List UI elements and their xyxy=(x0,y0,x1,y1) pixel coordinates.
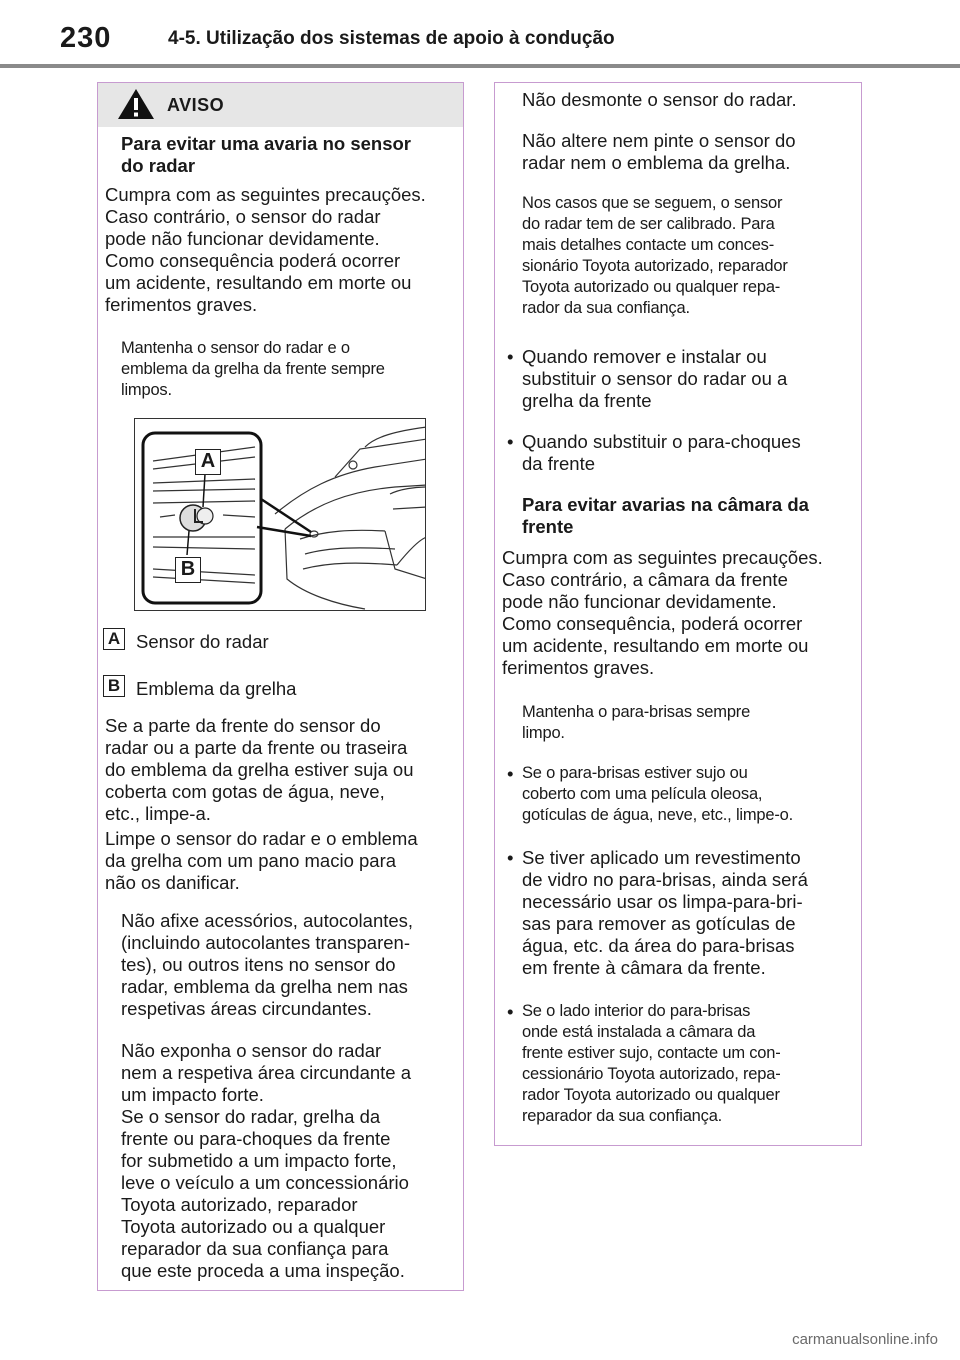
figure-label-a: A xyxy=(195,449,221,475)
page-number: 230 xyxy=(60,22,112,54)
keep-windshield-note: Mantenha o para-brisas sempre limpo. xyxy=(522,703,751,742)
legend-text-b: Emblema da grelha xyxy=(136,678,297,699)
bullet-marker: • xyxy=(507,847,514,868)
wipe-paragraph: Limpe o sensor do radar e o emblema da grelha com um pano macio para não os danificar. xyxy=(105,828,418,893)
watermark-text: carmanualsonline.info xyxy=(792,1331,938,1348)
legend-badge-a: A xyxy=(103,628,125,650)
no-attach-note: Não afixe acessórios, autocolantes, (incluindo autocolantes transparen- tes), ou outros itens no sensor do radar, emblema da grelha nem nas respetivas áreas circundantes. xyxy=(121,910,414,1019)
page-header xyxy=(0,0,960,70)
camera-heading: Para evitar avarias na câmara da frente xyxy=(522,494,809,537)
dirty-sensor-paragraph: Se a parte da frente do sensor do radar ou a parte da frente ou traseira do emblema da grelha estiver suja ou coberta com gotas de água, neve, etc., limpe-a. xyxy=(105,715,414,824)
glass-coating-case: Se tiver aplicado um revestimento de vidro no para-brisas, ainda será necessário usar os limpa-para-bri- sas para remover as gotículas de água, etc. da área do para-brisas em frente à câmara da frente. xyxy=(522,847,808,978)
calibrate-case-sensor: Quando remover e instalar ou substituir o sensor do radar ou a grelha da frente xyxy=(522,346,788,411)
radar-intro: Cumpra com as seguintes precauções. Caso contrário, o sensor do radar pode não funcionar devidamente. Como consequência poderá ocorrer um acidente, resultando em morte ou ferimentos graves. xyxy=(105,184,426,315)
bullet-marker: • xyxy=(507,1001,514,1022)
bullet-marker: • xyxy=(507,763,514,784)
bullet-marker: • xyxy=(507,346,514,367)
no-modify-note: Não altere nem pinte o sensor do radar nem o emblema da grelha. xyxy=(522,130,796,173)
figure-label-b: B xyxy=(175,557,201,583)
calibrate-case-bumper: Quando substituir o para-choques da frente xyxy=(522,431,801,474)
warning-label: AVISO xyxy=(167,95,225,115)
section-title: 4-5. Utilização dos sistemas de apoio à condução xyxy=(168,28,615,49)
warning-triangle-icon xyxy=(117,88,155,120)
legend-text-a: Sensor do radar xyxy=(136,631,269,652)
windshield-dirty-case: Se o para-brisas estiver sujo ou coberto com uma película oleosa, gotículas de água, neve, etc., limpe-o. xyxy=(522,764,794,824)
no-impact-note: Não exponha o sensor do radar nem a respetiva área circundante a um impacto forte. Se o sensor do radar, grelha da frente ou para-choques da frente for submetido a um impacto forte, leve o veículo a um concessionário Toyota autorizado, reparador Toyota autorizado ou a qualquer reparador da sua confiança para que este proceda a uma inspeção. xyxy=(121,1040,412,1281)
calibrate-note: Nos casos que se seguem, o sensor do radar tem de ser calibrado. Para mais detalhes contacte um conces- sionário Toyota autorizado, reparador Toyota autorizado ou qualquer repa- rador da sua confiança. xyxy=(522,194,788,317)
radar-heading: Para evitar uma avaria no sensor do radar xyxy=(121,133,411,176)
bullet-marker: • xyxy=(507,431,514,452)
no-disassemble-note: Não desmonte o sensor do radar. xyxy=(522,89,797,110)
camera-intro: Cumpra com as seguintes precauções. Caso contrário, a câmara da frente pode não funcionar devidamente. Como consequência, poderá ocorrer um acidente, resultando em morte ou ferimentos graves. xyxy=(502,547,823,678)
keep-clean-note: Mantenha o sensor do radar e o emblema da grelha da frente sempre limpos. xyxy=(121,339,385,399)
legend-badge-b: B xyxy=(103,675,125,697)
radar-sensor-figure xyxy=(134,418,426,611)
header-divider xyxy=(0,64,960,68)
windshield-inside-case: Se o lado interior do para-brisas onde está instalada a câmara da frente estiver sujo, contacte um con- cessionário Toyota autorizado, repa- rador Toyota autorizado ou qualquer reparador da sua confiança. xyxy=(522,1002,781,1125)
